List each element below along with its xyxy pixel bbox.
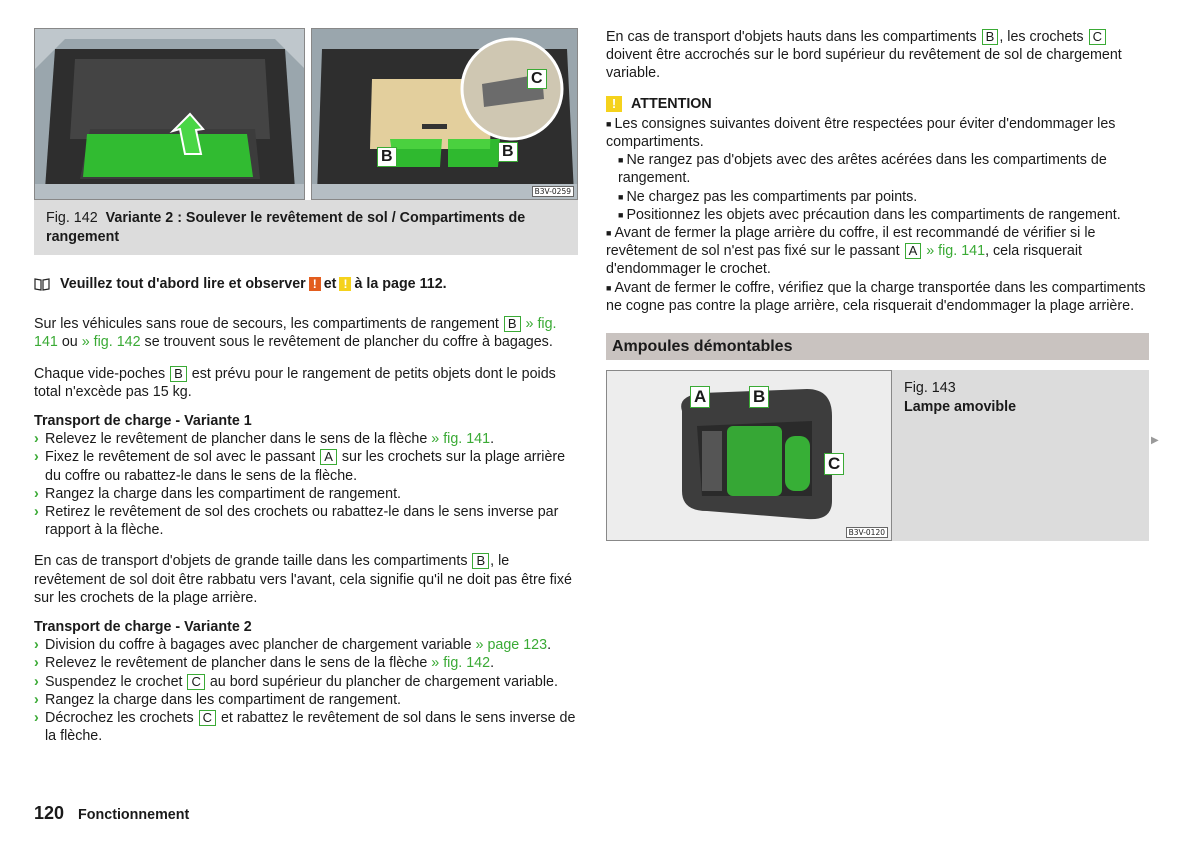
trunk-illustration: [35, 29, 305, 199]
label-c: C: [1089, 29, 1106, 45]
lamp-image: [606, 370, 892, 541]
read-first-suffix: à la page 112.: [354, 276, 447, 292]
text: .: [490, 655, 495, 672]
text: se trouvent sous le revêtement de plancher du coffre à bagages.: [144, 334, 553, 351]
label-a: A: [905, 243, 922, 259]
text: Avant de fermer la plage arrière du coffre, il est recommandé de vérifier si le revêtement de sol n'est pas fixé sur le passant: [606, 225, 1096, 260]
step: › Relevez le revêtement de plancher dans le sens de la flèche » fig. 141.: [34, 431, 495, 448]
step: › Suspendez le crochet C au bord supérieur du plancher de chargement variable.: [34, 673, 558, 690]
figure-142-caption: [34, 200, 578, 255]
step: › Division du coffre à bagages avec plancher de chargement variable » page 123.: [34, 637, 552, 654]
figure-143: [606, 370, 1149, 541]
text: Division du coffre à bagages avec plancher de chargement variable: [45, 637, 472, 654]
figure-title: Lampe amovible: [904, 399, 1017, 416]
label-b: B: [982, 29, 999, 45]
link-fig-142[interactable]: » fig. 142: [431, 655, 491, 672]
text: .: [490, 431, 495, 448]
label-a: A: [320, 449, 337, 465]
text: Retirez le revêtement de sol des crochets ou rabattez-le dans le sens inverse par rapport à la flèche.: [45, 504, 559, 539]
text: Rangez la charge dans les compartiment de rangement.: [45, 691, 402, 708]
text: Chaque vide-poches: [34, 365, 166, 382]
compartments-illustration: [312, 29, 578, 199]
text: Décrochez les crochets: [45, 710, 194, 727]
sub-bullet: ■ Positionnez les objets avec précaution dans les compartiments de rangement.: [618, 206, 1121, 223]
text: au bord supérieur du plancher de chargement variable.: [209, 673, 558, 690]
step: › Rangez la charge dans les compartiment de rangement.: [34, 485, 402, 502]
text: doivent être accrochés sur le bord supérieur du revêtement de sol de chargement variable.: [606, 47, 1122, 82]
footer-section: Fonctionnement: [78, 807, 190, 823]
figure-142-images: [34, 28, 578, 200]
steps-variant-1: [34, 430, 578, 539]
text: En cas de transport d'objets hauts dans les compartiments: [606, 29, 977, 45]
label-b: B: [504, 316, 521, 332]
text: Sur les véhicules sans roue de secours, les compartiments de rangement: [34, 316, 499, 333]
label-c: C: [527, 69, 547, 89]
label-c: C: [199, 710, 216, 726]
text: , le revêtement de sol doit être rabbatu vers l'avant, cela signifie qu'il ne doit pas être fixé sur les crochets de la plage arrière.: [34, 553, 572, 606]
bullet: ■ Les consignes suivantes doivent être respectées pour éviter d'endommager les compartiments.: [606, 115, 1116, 151]
paragraph-tall-objects: [606, 28, 1149, 83]
read-first-note: [34, 275, 578, 293]
attention-label: ATTENTION: [631, 95, 712, 112]
text: Ne chargez pas les compartiments par points.: [626, 188, 918, 205]
bullet: ■ Avant de fermer la plage arrière du coffre, il est recommandé de vérifier si le revêtement de sol n'est pas fixé sur le passant A » fig. 141, cela risquerait d'endommager le crochet.: [606, 225, 1096, 278]
bullet: ■ Avant de fermer le coffre, vérifiez que la charge transportée dans les compartiments ne cogne pas contre la plage arrière, cela risquerait d'endommager la plage arrière.: [606, 279, 1146, 314]
text: sur les crochets sur la plage arrière du coffre ou rabattez-le dans le sens de la flèche.: [45, 449, 566, 484]
text: En cas de transport d'objets de grande taille dans les compartiments: [34, 553, 468, 570]
text: est prévu pour le rangement de petits objets dont le poids total n'excède pas 15 kg.: [34, 365, 556, 400]
warning-yellow-icon: !: [339, 277, 351, 291]
label-b-left: B: [377, 147, 397, 167]
page-footer: [34, 804, 189, 824]
trunk-image-raise-floor: [34, 28, 305, 200]
text: , cela risquerait d'endommager le crochet.: [606, 243, 1083, 278]
text: Avant de fermer le coffre, vérifiez que la charge transportée dans les compartiments ne cogne pas contre la plage arrière, cela risquerait d'endommager la plage arrière.: [606, 279, 1146, 314]
figure-code: B3V-0259: [532, 186, 574, 197]
sub-bullet: ■ Ne chargez pas les compartiments par points.: [618, 188, 918, 205]
text: Suspendez le crochet: [45, 673, 183, 690]
text: Relevez le revêtement de plancher dans le sens de la flèche: [45, 431, 428, 448]
right-column: [606, 28, 1149, 541]
read-first-prefix: Veuillez tout d'abord lire et observer: [60, 276, 306, 292]
link-fig-141[interactable]: » fig. 141: [431, 431, 491, 448]
steps-variant-2: [34, 636, 578, 745]
warning-icon: !: [606, 96, 622, 112]
sub-bullet: ■ Ne rangez pas d'objets avec des arêtes acérées dans les compartiments de rangement.: [618, 152, 1107, 187]
link-fig-141[interactable]: » fig. 141: [34, 316, 557, 351]
text: Rangez la charge dans les compartiment de rangement.: [45, 485, 402, 502]
label-a: A: [690, 386, 710, 408]
label-b: B: [749, 386, 769, 408]
attention-heading: [606, 95, 1149, 113]
text: Ne rangez pas d'objets avec des arêtes acérées dans les compartiments de rangement.: [618, 152, 1107, 187]
figure-title: Variante 2 : Soulever le revêtement de sol / Compartiments de rangement: [46, 210, 526, 245]
read-first-and: et: [323, 276, 337, 292]
label-b: B: [170, 366, 187, 382]
left-column: [34, 28, 578, 745]
text: Fixez le revêtement de sol avec le passant: [45, 449, 316, 466]
text: et rabattez le revêtement de sol dans le sens inverse de la flèche.: [45, 710, 576, 745]
page-number: 120: [34, 803, 65, 823]
link-fig-141[interactable]: » fig. 141: [926, 243, 986, 260]
paragraph-pocket: [34, 365, 578, 401]
text: Les consignes suivantes doivent être respectées pour éviter d'endommager les compartiments.: [606, 115, 1116, 151]
warning-red-icon: !: [309, 277, 321, 291]
figure-number: Fig. 143: [904, 380, 956, 397]
paragraph-large-objects: [34, 552, 578, 607]
text: ou: [61, 334, 78, 351]
continue-arrow-icon: ▶: [1151, 435, 1159, 446]
step: › Retirez le revêtement de sol des crochets ou rabattez-le dans le sens inverse par rapport à la flèche.: [34, 504, 559, 539]
step: › Décrochez les crochets C et rabattez le revêtement de sol dans le sens inverse de la flèche.: [34, 710, 576, 745]
step: › Relevez le revêtement de plancher dans le sens de la flèche » fig. 142.: [34, 655, 495, 672]
paragraph-storage: [34, 315, 578, 351]
link-page-123[interactable]: » page 123: [475, 637, 548, 654]
text: Relevez le revêtement de plancher dans le sens de la flèche: [45, 655, 428, 672]
text: Positionnez les objets avec précaution dans les compartiments de rangement.: [626, 206, 1121, 223]
step: › Fixez le revêtement de sol avec le passant A sur les crochets sur la plage arrière du coffre ou rabattez-le dans le sens de la flèche.: [34, 449, 566, 484]
label-b-right: B: [498, 142, 518, 162]
label-b: B: [472, 553, 489, 569]
label-c: C: [824, 453, 844, 475]
heading-variant-2: Transport de charge - Variante 2: [34, 619, 252, 636]
trunk-image-compartments: [311, 28, 578, 200]
figure-code: B3V-0120: [846, 527, 888, 538]
figure-143-caption: [892, 370, 1149, 541]
step: › Rangez la charge dans les compartiment de rangement.: [34, 691, 402, 708]
text: .: [547, 637, 552, 654]
label-c: C: [187, 674, 204, 690]
attention-block: [606, 115, 1149, 315]
text: , les crochets: [999, 29, 1084, 45]
heading-variant-1: Transport de charge - Variante 1: [34, 413, 252, 430]
link-fig-142[interactable]: » fig. 142: [81, 334, 141, 351]
book-icon: [34, 278, 50, 291]
section-title: Ampoules démontables: [606, 333, 1149, 360]
figure-number: Fig. 142: [46, 210, 98, 226]
